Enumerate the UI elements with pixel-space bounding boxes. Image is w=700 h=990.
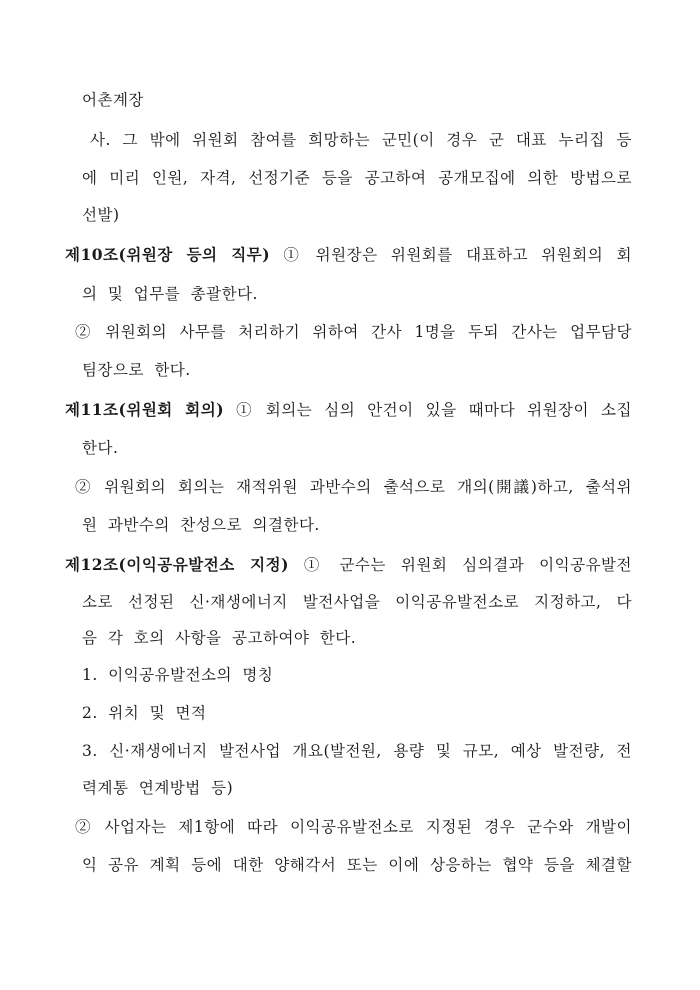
article-10-line (65, 245, 632, 265)
list-item: 2. 위치 및 면적 (82, 704, 207, 722)
text-line: 원 과반수의 찬성으로 의결한다. (82, 516, 320, 534)
list-item: 1. 이익공유발전소의 명칭 (82, 666, 274, 684)
article-11-heading: 제11조(위원회 회의) (65, 400, 225, 419)
list-item: 3. 신·재생에너지 발전사업 개요(발전원, 용량 및 규모, 예상 발전량, 전 (82, 742, 632, 760)
text-line: 어촌계장 (82, 91, 144, 109)
text-line: 팀장으로 한다. (82, 361, 191, 379)
text-line: 소로 선정된 신·재생에너지 발전사업을 이익공유발전소로 지정하고, 다 (82, 593, 632, 611)
article-12-para2: ② 사업자는 제1항에 따라 이익공유발전소로 지정된 경우 군수와 개발이 (75, 818, 632, 836)
article-10-para1: ① 위원장은 위원회를 대표하고 위원회의 회 (283, 246, 632, 264)
article-11-para1: ① 회의는 심의 안건이 있을 때마다 위원장이 소집 (236, 401, 632, 419)
article-10-heading: 제10조(위원장 등의 직무) (65, 245, 271, 264)
text-line: 사. 그 밖에 위원회 참여를 희망하는 군민(이 경우 군 대표 누리집 등 (90, 131, 632, 149)
article-12-line (65, 555, 632, 575)
article-12-heading: 제12조(이익공유발전소 지정) (65, 555, 289, 574)
text-line: 력계통 연계방법 등) (82, 779, 234, 797)
text-line: 의 및 업무를 총괄한다. (82, 285, 258, 303)
article-12-para1: ① 군수는 위원회 심의결과 이익공유발전 (303, 556, 632, 574)
article-10-para2: ② 위원회의 사무를 처리하기 위하여 간사 1명을 두되 간사는 업무담당 (75, 323, 632, 341)
text-line: 음 각 호의 사항을 공고하여야 한다. (82, 629, 357, 647)
text-line: 선발) (82, 206, 120, 224)
article-11-para2: ② 위원회의 회의는 재적위원 과반수의 출석으로 개의(開議)하고, 출석위 (75, 478, 632, 496)
text-line: 한다. (82, 439, 119, 457)
article-11-line (65, 400, 632, 420)
text-line: 에 미리 인원, 자격, 선정기준 등을 공고하여 공개모집에 의한 방법으로 (82, 169, 632, 187)
text-line: 익 공유 계획 등에 대한 양해각서 또는 이에 상응하는 협약 등을 체결할 (82, 856, 632, 874)
